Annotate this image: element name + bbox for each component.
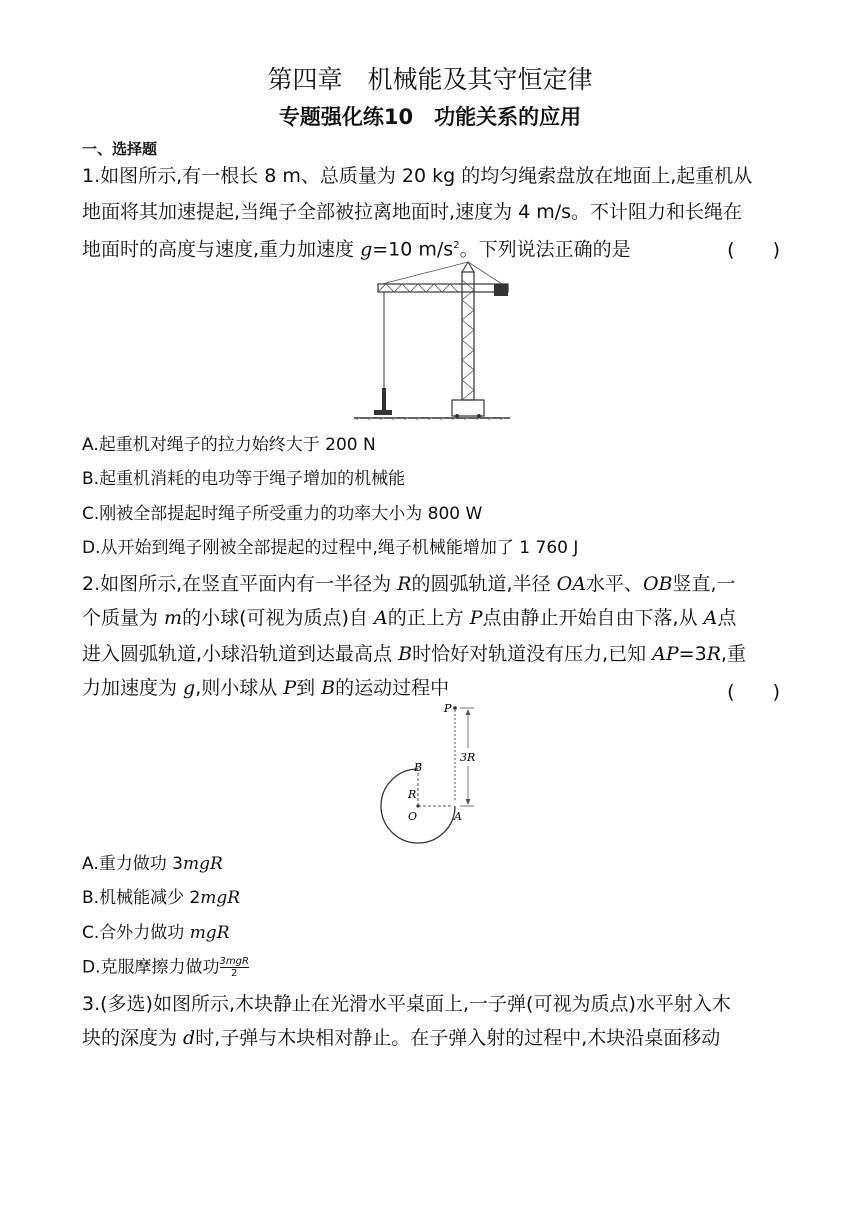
crane-figure [352, 260, 512, 420]
q1-option-a: A.起重机对绳子的拉力始终大于 200 N [82, 435, 376, 455]
q2-option-c: C.合外力做功 mgR [82, 923, 230, 943]
q2-answer-paren: ( ) [727, 681, 780, 703]
q2-option-a: A.重力做功 3mgR [82, 854, 223, 874]
q1-option-d: D.从开始到绳子刚被全部提起的过程中,绳子机械能增加了 1 760 J [82, 538, 579, 558]
q2-option-d: D.克服摩擦力做功 $\frac{\text{3mgR}}{2}$ [82, 956, 249, 979]
q1-answer-paren: ( ) [727, 239, 780, 261]
fraction: $\frac{\text{3mgR}}{2}$ [219, 956, 249, 979]
q1-line3: 地面时的高度与速度,重力加速度 g=10 $m/s^2$。下列说法正确的是 [82, 238, 631, 261]
q2-line4: 力加速度为 g,则小球从 P到 B的运动过程中 [82, 677, 450, 699]
q2-line3: 进入圆弧轨道,小球沿轨道到达最高点 B时恰好对轨道没有压力,已知 AP=3R,重 [82, 643, 747, 665]
label-P: P [444, 702, 452, 715]
arc-track-figure [378, 698, 488, 848]
chapter-title: 第四章 机械能及其守恒定律 [267, 65, 593, 94]
label-B: B [414, 761, 423, 774]
q3-line2: 块的深度为 d时,子弹与木块相对静止。在子弹入射的过程中,木块沿桌面移动 [82, 1027, 721, 1049]
q2-line1: 2.如图所示,在竖直平面内有一半径为 R的圆弧轨道,半径 OA水平、OB竖直,一 [82, 573, 736, 595]
exercise-subtitle: 专题强化练10 功能关系的应用 [278, 105, 582, 129]
label-R: R [408, 788, 417, 801]
q3-line1: 3.(多选)如图所示,木块静止在光滑水平桌面上,一子弹(可视为质点)水平射入木 [82, 993, 731, 1015]
q1-line2: 地面将其加速提起,当绳子全部被拉离地面时,速度为 4 m/s。不计阻力和长绳在 [82, 201, 743, 223]
label-3R: 3R [460, 751, 476, 764]
q1-option-b: B.起重机消耗的电功等于绳子增加的机械能 [82, 469, 406, 489]
label-O: O [408, 810, 418, 823]
label-A: A [454, 810, 462, 823]
q2-option-b: B.机械能减少 2mgR [82, 888, 241, 908]
q2-line2: 个质量为 m的小球(可视为质点)自 A的正上方 P点由静止开始自由下落,从 A点 [82, 607, 737, 629]
q1-line1: 1.如图所示,有一根长 8 m、总质量为 20 kg 的均匀绳索盘放在地面上,起重机从 [82, 165, 753, 187]
section-label: 一、选择题 [82, 140, 158, 158]
q1-option-c: C.刚被全部提起时绳子所受重力的功率大小为 800 W [82, 504, 483, 524]
